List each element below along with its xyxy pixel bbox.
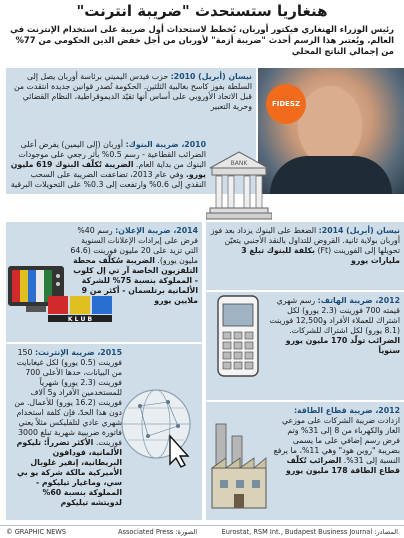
section-tv2014 [70,226,198,306]
section-body: ازدادت ضريبة الشركات على موزعي الغاز والكهرباء من 8 إلى 31% وتم فرض رسم إضافي على ما يسمى بضريبة "روبن هود" وهي 11%، ما يرفع النسبة إلى 31%. [273,416,400,465]
lead-paragraph: رئيس الوزراء الهنغاري فيكتور أوربان، يُخطط لاستحداث أول ضريبة على استخدام الإنترنت في العالم. ويُعتبر هذا الرسم أحدث "ضريبة أزمة" لأوربان من أجل خفض الدين الحكومي من 77% من إجمالي الناتج المحلي [10,24,394,56]
bank-icon [206,150,272,220]
section-heading: 2012، ضريبة قطاع الطاقة: [293,406,400,415]
section-heading: نيسان (أبريل) 2010: [170,72,252,81]
footer-photo-credit: Associated Press :الصورة [118,528,198,536]
footer [0,525,404,538]
section-highlight: بكلفة للبنوك تبلغ 3 مليارات يورو [241,246,400,265]
section-apr2014 [210,226,400,266]
section-highlight: الضرائب تُكلّف قطاع الطاقة 178 مليون يورو [286,456,400,475]
fidesz-logo-icon: FIDESZ [266,84,306,124]
section-highlight: الضريبة تُكلّف البنوك 619 مليون يورو. [10,160,206,179]
svg-text:BANK: BANK [230,160,248,167]
orban-photo [258,68,404,194]
section-highlight: الضرائب تولّد 170 مليون يورو سنوياً [285,336,400,355]
section-body: أوربان (إلى اليمين) يفرض أعلى الضرائب القطاعية - رسم 0.5% بأثر رجعي على موجودات البنوك من بداية العام. [18,140,206,169]
factory-icon [208,414,270,510]
section-body: الضغط على البنوك يزداد بعد فوز أوربان بولاية ثانية. القروض للتداول بالنقد الأجنبي يتعيّن تحويلها إلى الفورينت (Ft) [210,226,400,255]
suit-shape [270,156,392,194]
section-body: رسم 40% فرض على إيرادات الإعلانات السنوية التي تزيد على 20 مليون فورينت (64.6 مليون يورو). [70,226,198,265]
globe-network-icon [118,386,200,468]
mobile-phone-icon [212,294,264,378]
section-apr2010 [10,72,252,112]
section-heading: 2010، ضريبة البنوك: [125,140,206,149]
section-body-2: وفي عام 2013، تضاعفت الضريبة على السحب النقدي إلى 0.6% وارتفعت إلى 0.3% على التحويلات البرقية [10,170,206,189]
rtl-klub-logo-icon [48,296,118,322]
section-heading: 2015، ضريبة الإنترنت: [34,348,122,357]
footer-sources: المصادر: Eurostat, RSM Int., Budapest Business Journal [221,528,398,536]
section-bank2010 [10,140,206,190]
section-body: حزب فيدس اليميني برئاسة أوربان يصل إلى السلطة بفوز كاسح بغالبية الثلثين. الحكومة تُصدر قوانين جديدة انتقدت من قبل الاتحاد الأوروبي على أساس أنها تقيّد الديموقراطية، النظام القضائي وحرية التعبير [13,72,252,111]
face-shape [298,86,362,164]
section-highlight: الأكثر تضرراً: تليكوم الألمانية، فودافون البريطانية، إنفير غلوبال الأميركية مالكة شركة يو بي سي، وماغيار تيليكوم - المملوكة بنسبة 60% لدويتشه تيليكوم [16,438,122,507]
svg-text:K L U B: K L U B [67,316,93,322]
section-phone2012 [266,296,400,356]
page-title: هنغاريا ستستحدث "ضريبة انترنت" [76,2,328,20]
section-energy2012 [272,406,400,476]
section-internet2015 [10,348,122,508]
section-heading: نيسان (أبريل) 2014: [318,226,400,235]
section-heading: 2014، ضريبة الإعلان: [115,226,198,235]
footer-credit: © GRAPHIC NEWS [6,528,67,536]
section-heading: 2012، ضريبة الهاتف: [317,296,400,305]
section-highlight: الضريبة سُكلّف محطة التلفزيون الخاصة آر تي إل كلوب - المملوكة بنسبة 75% للشركة الألمانية برتلسمان - أكثر من 9 ملايين يورو [73,256,198,305]
section-body: رسم شهري قيمته 700 فورينت (2.3 يورو) لكل اشتراك للعملاء الأفراد و12,500 فورينت (8.1 يورو) لكل اشتراك للشركات. [269,296,400,335]
section-body: 150 فورينت (0.5 يورو) لكل غيغابايت من البيانات، حدها الأعلى 700 فورينت (2.3 يورو) شهرياً للمستخدمين الأفراد و5 آلاف فورينت (16.2 يورو) للأعمال. من دون هذا الحدّ، فإن كلفة استخدام شهري عادي لتلفليكس مثلاً يعني فاتورة ضريبية شهرية تبلغ 3000 فورينت. [14,348,122,447]
